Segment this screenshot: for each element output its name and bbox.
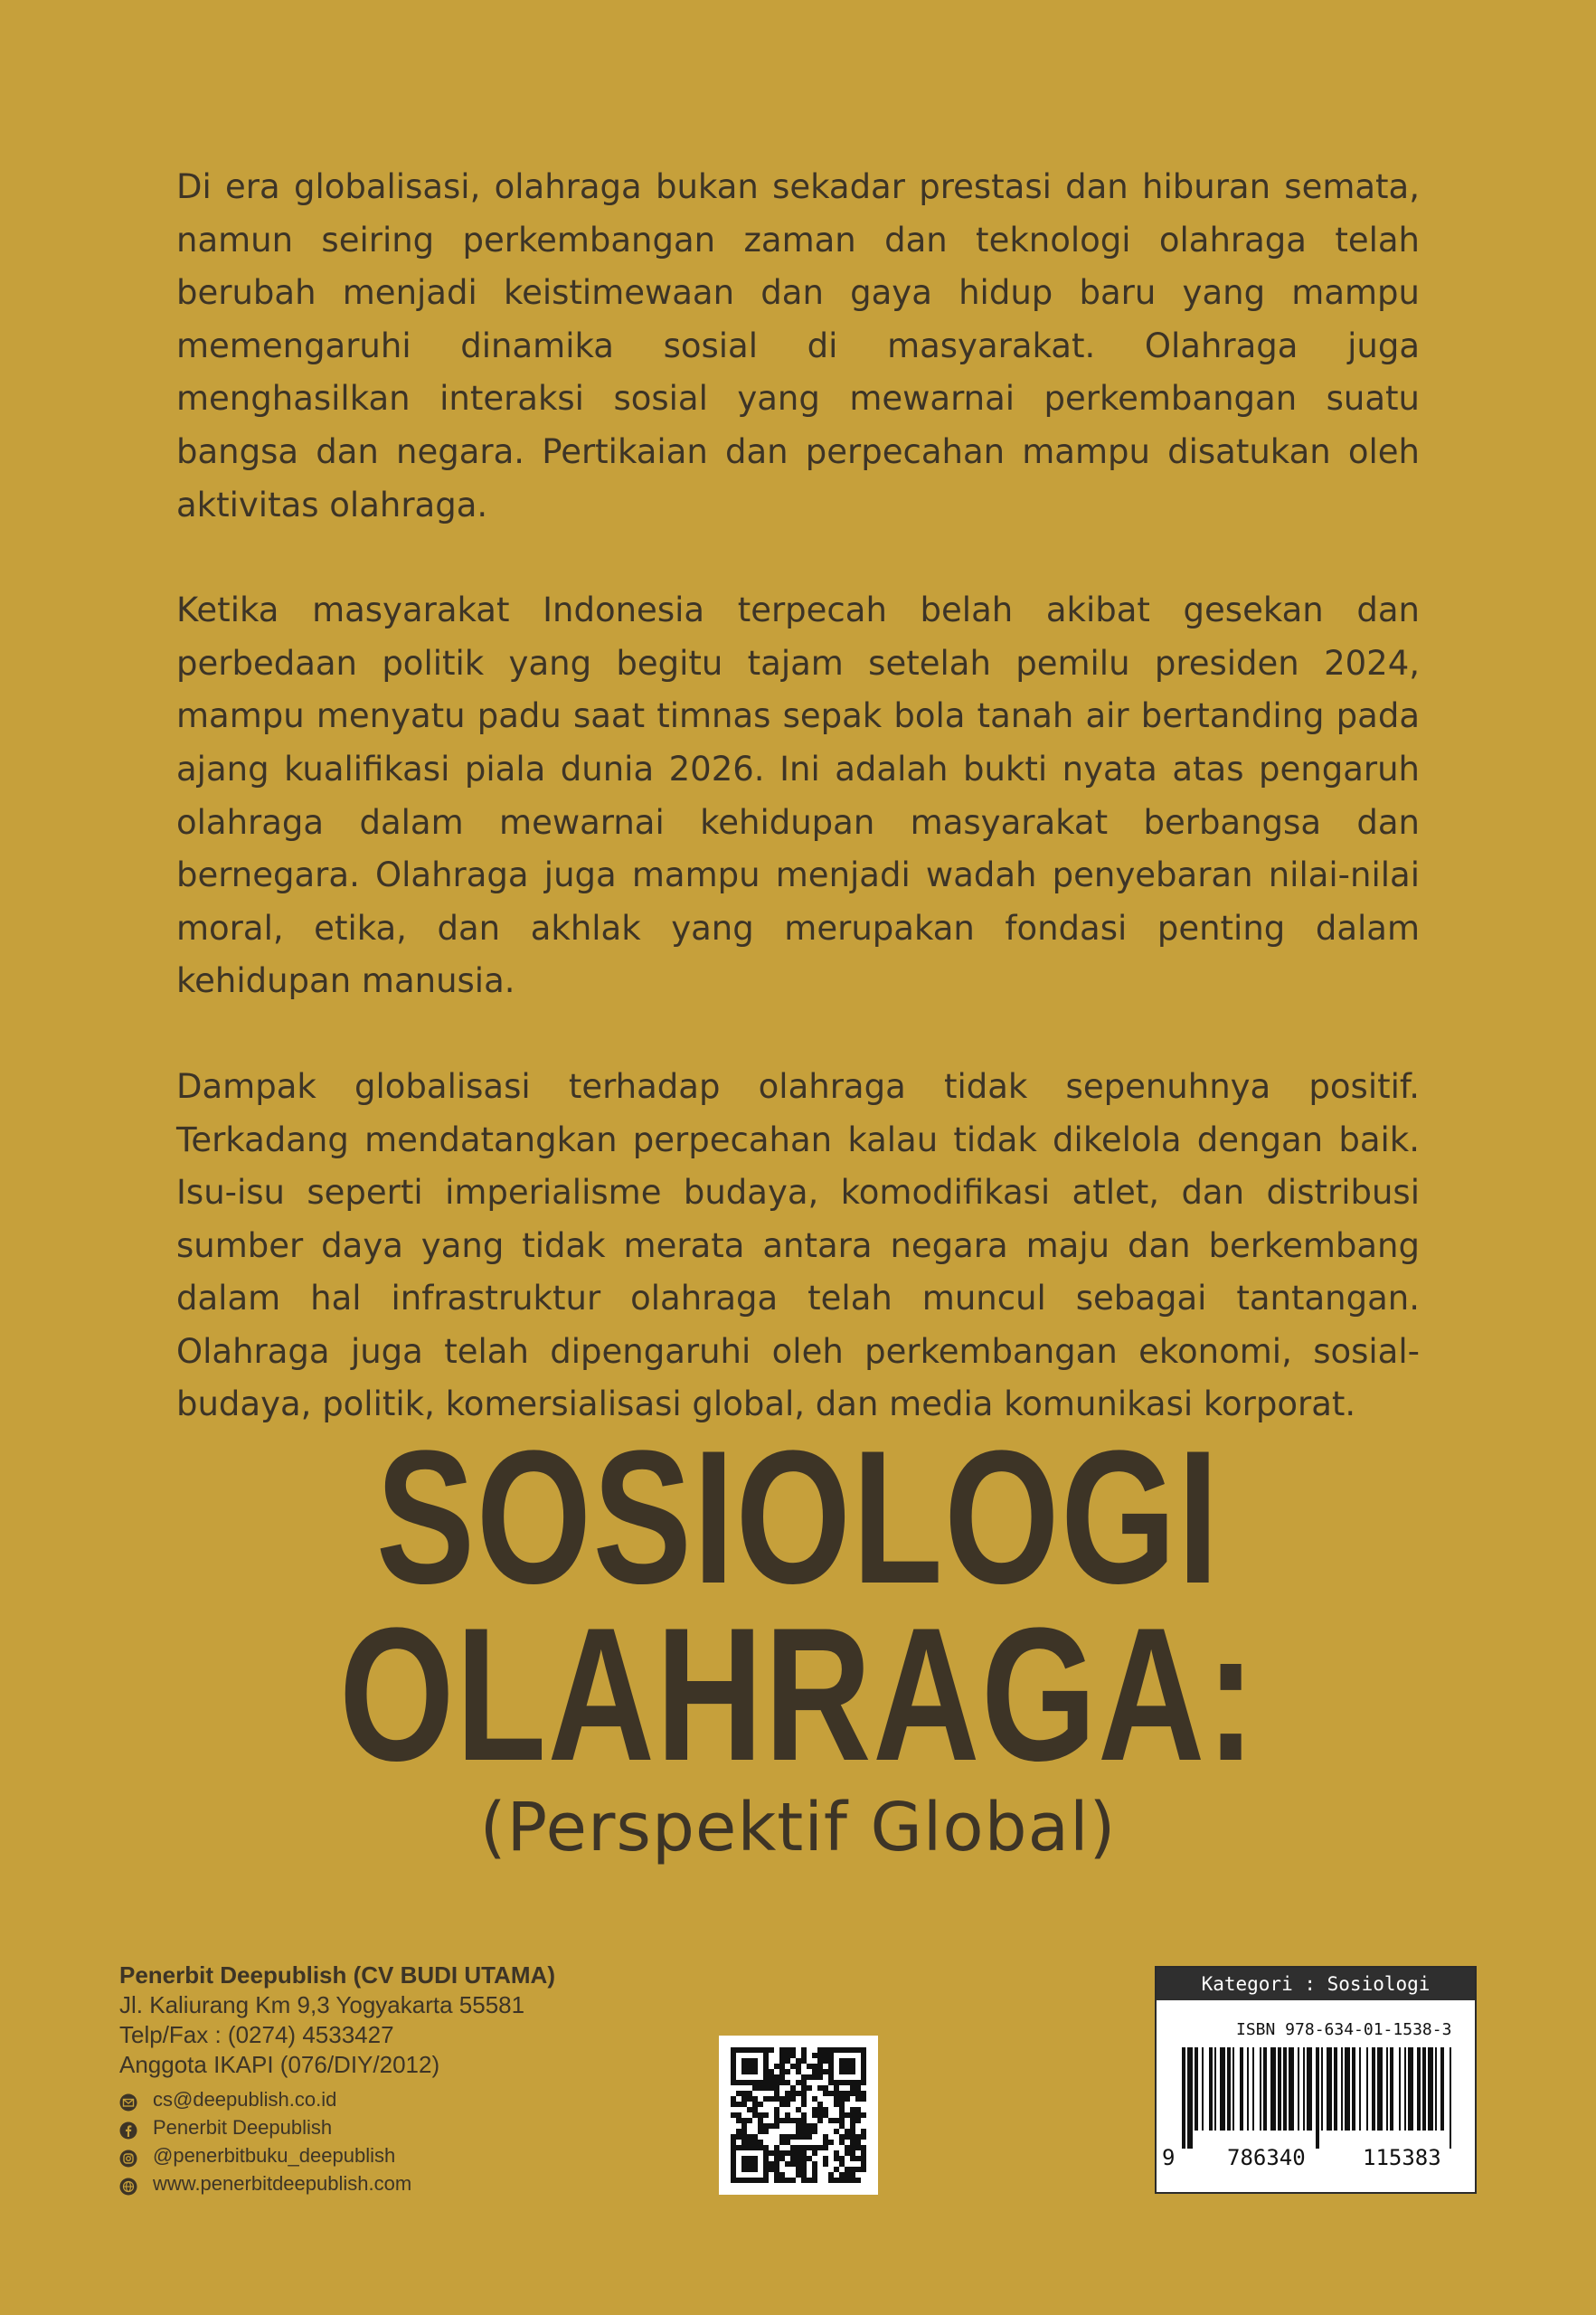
globe-icon: [119, 2175, 137, 2193]
qr-code[interactable]: [719, 2036, 878, 2195]
barcode-digit-first: 9: [1162, 2145, 1176, 2170]
contact-facebook-text[interactable]: Penerbit Deepublish: [153, 2116, 333, 2139]
contact-website: [119, 2169, 680, 2197]
publisher-address: Jl. Kaliurang Km 9,3 Yogyakarta 55581: [119, 1991, 525, 2018]
publisher-contacts: [119, 2085, 680, 2197]
book-title-line-2: OLAHRAGA:: [339, 1588, 1257, 1800]
publisher-phone: Telp/Fax : (0274) 4533427: [119, 2021, 394, 2048]
barcode-digits-right: 115383: [1363, 2145, 1441, 2170]
book-title-block: [0, 1411, 1596, 1868]
category-label: Kategori : Sosiologi: [1157, 1968, 1475, 2000]
book-title-line-1: SOSIOLOGI: [375, 1411, 1221, 1623]
isbn-barcode-box: [1155, 1966, 1477, 2194]
publisher-name: Penerbit Deepublish (CV BUDI UTAMA): [119, 1961, 555, 1989]
contact-facebook: [119, 2113, 680, 2141]
isbn-number: ISBN 978-634-01-1538-3: [1236, 2020, 1452, 2039]
facebook-icon: [119, 2119, 137, 2137]
blurb-paragraph-3: Dampak globalisasi terhadap olahraga tidak sepenuhnya positif. Terkadang mendatangkan perpecahan kalau tidak dikelola dengan baik. Isu-isu seperti imperialisme budaya, komodifikasi atlet, dan distribusi sumber daya yang tidak merata antara negara maju dan berkembang dalam hal infrastruktur olahraga telah muncul sebagai tantangan. Olahraga juga telah dipengaruhi oleh perkembangan ekonomi, sosial-budaya, politik, komersialisasi global, dan media komunikasi korporat.: [176, 1066, 1420, 1424]
publisher-info: [119, 1961, 680, 2197]
contact-email-text[interactable]: cs@deepublish.co.id: [153, 2088, 337, 2111]
email-icon: [119, 2091, 137, 2109]
blurb-paragraph-2: Ketika masyarakat Indonesia terpecah belah akibat gesekan dan perbedaan politik yang begitu tajam setelah pemilu presiden 2024, mampu menyatu padu saat timnas sepak bola tanah air bertanding pada ajang kualifikasi piala dunia 2026. Ini adalah bukti nyata atas pengaruh olahraga dalam mewarnai kehidupan masyarakat berbangsa dan bernegara. Olahraga juga mampu menjadi wadah penyebaran nilai-nilai moral, etika, dan akhlak yang merupakan fondasi penting dalam kehidupan manusia.: [176, 591, 1420, 1001]
barcode-bars: [1157, 2047, 1475, 2154]
blurb-paragraph-1: Di era globalisasi, olahraga bukan sekadar prestasi dan hiburan semata, namun seiring perkembangan zaman dan teknologi olahraga telah berubah menjadi keistimewaan dan gaya hidup baru yang mampu memengaruhi dinamika sosial di masyarakat. Olahraga juga menghasilkan interaksi sosial yang mewarnai perkembangan suatu bangsa dan negara. Pertikaian dan perpecahan mampu disatukan oleh aktivitas olahraga.: [176, 167, 1420, 524]
back-cover-blurb: [176, 161, 1420, 1484]
publisher-ikapi: Anggota IKAPI (076/DIY/2012): [119, 2051, 440, 2078]
barcode-digits-left: 786340: [1227, 2145, 1306, 2170]
contact-email: [119, 2085, 680, 2113]
instagram-icon: [119, 2147, 137, 2165]
contact-instagram-text[interactable]: @penerbitbuku_deepublish: [153, 2144, 396, 2167]
contact-instagram: [119, 2141, 680, 2169]
book-subtitle: (Perspektif Global): [479, 1789, 1117, 1866]
contact-website-text[interactable]: www.penerbitdeepublish.com: [153, 2172, 412, 2195]
